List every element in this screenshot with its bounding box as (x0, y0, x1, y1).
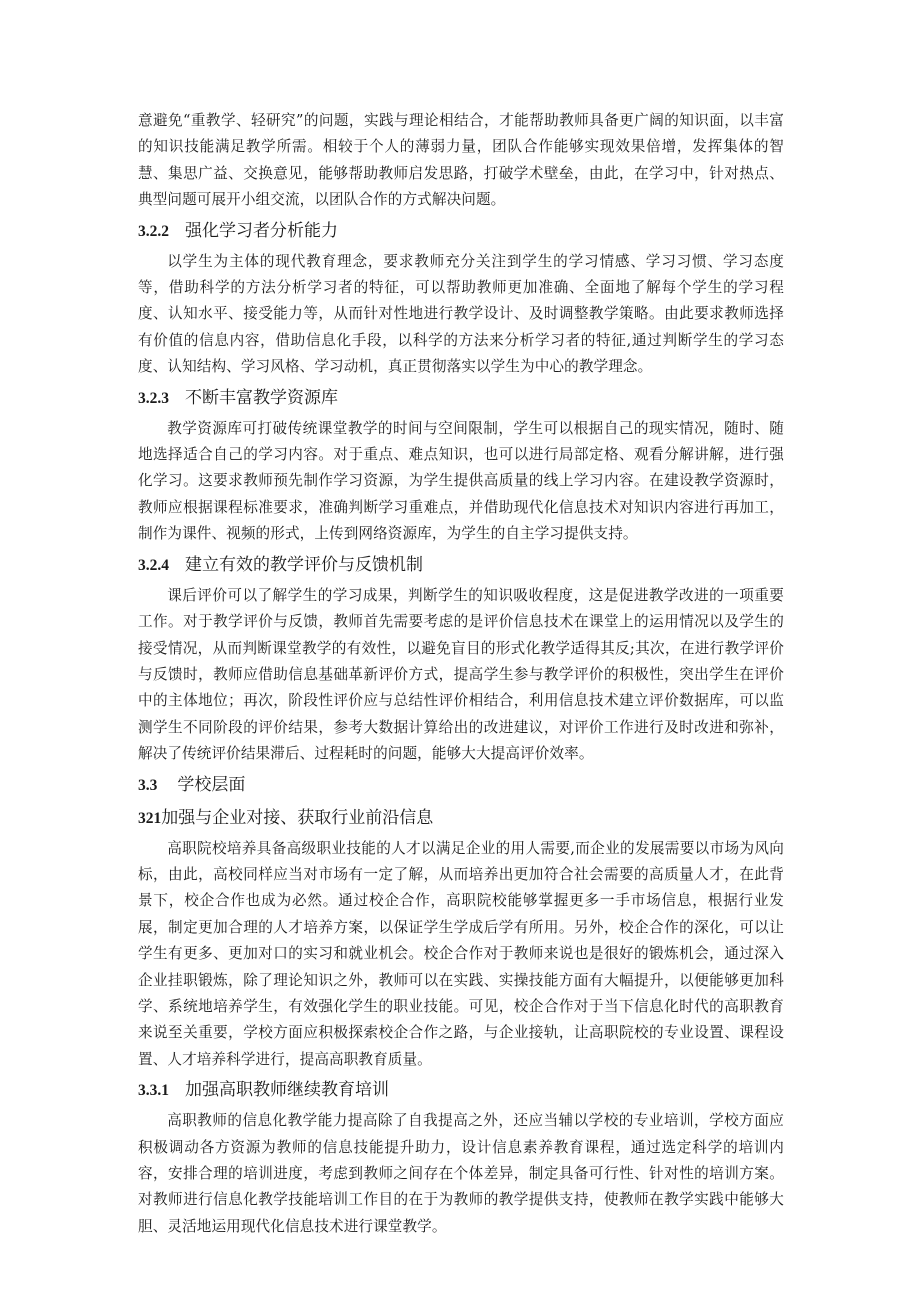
section-number: 3.3 (138, 776, 158, 794)
section-number: 321 (138, 809, 162, 827)
section-body-3-2-2: 以学生为主体的现代教育理念，要求教师充分关注到学生的学习情感、学习习惯、学习态度等，借助科学的方法分析学习者的特征，可以帮助教师更加准确、全面地了解每个学生的学习程度、认知水平、接受能力等，从而针对性地进行教学设计、及时调整教学策略。由此要求教师选择有价值的信息内容，借助信息化手段，以科学的方法来分析学习者的特征,通过判断学生的学习态度、认知结构、学习风格、学习动机，真正贯彻落实以学生为中心的教学理念。 (138, 252, 784, 376)
section-number: 3.3.1 (138, 1082, 169, 1100)
section-number: 3.2.2 (138, 222, 169, 240)
section-heading-3-3-1 (138, 1075, 784, 1106)
section-number: 3.2.4 (138, 556, 169, 574)
section-number: 3.2.3 (138, 389, 169, 407)
section-heading-321 (138, 803, 784, 834)
section-title: 学校层面 (177, 774, 246, 795)
continuation-paragraph: 意避免“重教学、轻研究”的问题，实践与理论相结合，才能帮助教师具备更广阔的知识面，以丰富的知识技能满足教学所需。相较于个人的薄弱力量，团队合作能够实现效果倍增，发挥集体的智慧、集思广益、交换意见，能够帮助教师启发思路，打破学术壁垒，由此，在学习中，针对热点、典型问题可展开小组交流，以团队合作的方式解决问题。 (138, 112, 784, 209)
section-title: 强化学习者分析能力 (185, 220, 338, 241)
section-title: 建立有效的教学评价与反馈机制 (185, 554, 423, 575)
section-title: 加强高职教师继续教育培训 (185, 1080, 389, 1101)
section-title: 不断丰富教学资源库 (185, 387, 338, 408)
section-title: 加强与企业对接、获取行业前沿信息 (161, 807, 434, 828)
section-heading-3-3 (138, 770, 784, 801)
section-body-3-2-3: 教学资源库可打破传统课堂教学的时间与空间限制，学生可以根据自己的现实情况，随时、随地选择适合自己的学习内容。对于重点、难点知识，也可以进行局部定格、观看分解讲解，进行强化学习。这要求教师预先制作学习资源，为学生提供高质量的线上学习内容。在建设教学资源时，教师应根据课程标准要求，准确判断学习重难点，并借助现代化信息技术对知识内容进行再加工，制作为课件、视频的形式，上传到网络资源库，为学生的自主学习提供支持。 (138, 419, 784, 543)
section-heading-3-2-4 (138, 550, 784, 581)
section-body-3-3-1: 高职教师的信息化教学能力提高除了自我提高之外，还应当辅以学校的专业培训，学校方面应积极调动各方资源为教师的信息技能提升助力，设计信息素养教育课程，通过选定科学的培训内容，安排合理的培训进度，考虑到教师之间存在个体差异，制定具备可行性、针对性的培训方案。对教师进行信息化教学技能培训工作目的在于为教师的教学提供支持，使教师在教学实践中能够大胆、灵活地运用现代化信息技术进行课堂教学。 (138, 1112, 784, 1235)
document-page (138, 108, 784, 1240)
section-heading-3-2-2 (138, 216, 784, 247)
section-body-3-2-4: 课后评价可以了解学生的学习成果，判断学生的知识吸收程度，这是促进教学改进的一项重要工作。对于教学评价与反馈，教师首先需要考虑的是评价信息技术在课堂上的运用情况以及学生的接受情况，从而判断课堂教学的有效性，以避免盲目的形式化教学适得其反;其次，在进行教学评价与反馈时，教师应借助信息基础革新评价方式，提高学生参与教学评价的积极性，突出学生在评价中的主体地位；再次，阶段性评价应与总结性评价相结合，利用信息技术建立评价数据库，可以监测学生不同阶段的评价结果，参考大数据计算给出的改进建议，对评价工作进行及时改进和弥补，解决了传统评价结果滞后、过程耗时的问题，能够大大提高评价效率。 (138, 586, 784, 763)
section-heading-3-2-3 (138, 383, 784, 414)
section-body-321: 高职院校培养具备高级职业技能的人才以满足企业的用人需要,而企业的发展需要以市场为风向标，由此，高校同样应当对市场有一定了解，从而培养出更加符合社会需要的高质量人才，在此背景下，校企合作也成为必然。通过校企合作，高职院校能够掌握更多一手市场信息，根据行业发展，制定更加合理的人才培养方案，以保证学生学成后学有所用。另外，校企合作的深化，可以让学生有更多、更加对口的实习和就业机会。校企合作对于教师来说也是很好的锻炼机会，通过深入企业挂职锻炼，除了理论知识之外，教师可以在实践、实操技能方面有大幅提升，以便能够更加科学、系统地培养学生，有效强化学生的职业技能。可见，校企合作对于当下信息化时代的高职教育来说至关重要，学校方面应积极探索校企合作之路，与企业接轨，让高职院校的专业设置、课程设置、人才培养科学进行，提高高职教育质量。 (138, 839, 784, 1068)
